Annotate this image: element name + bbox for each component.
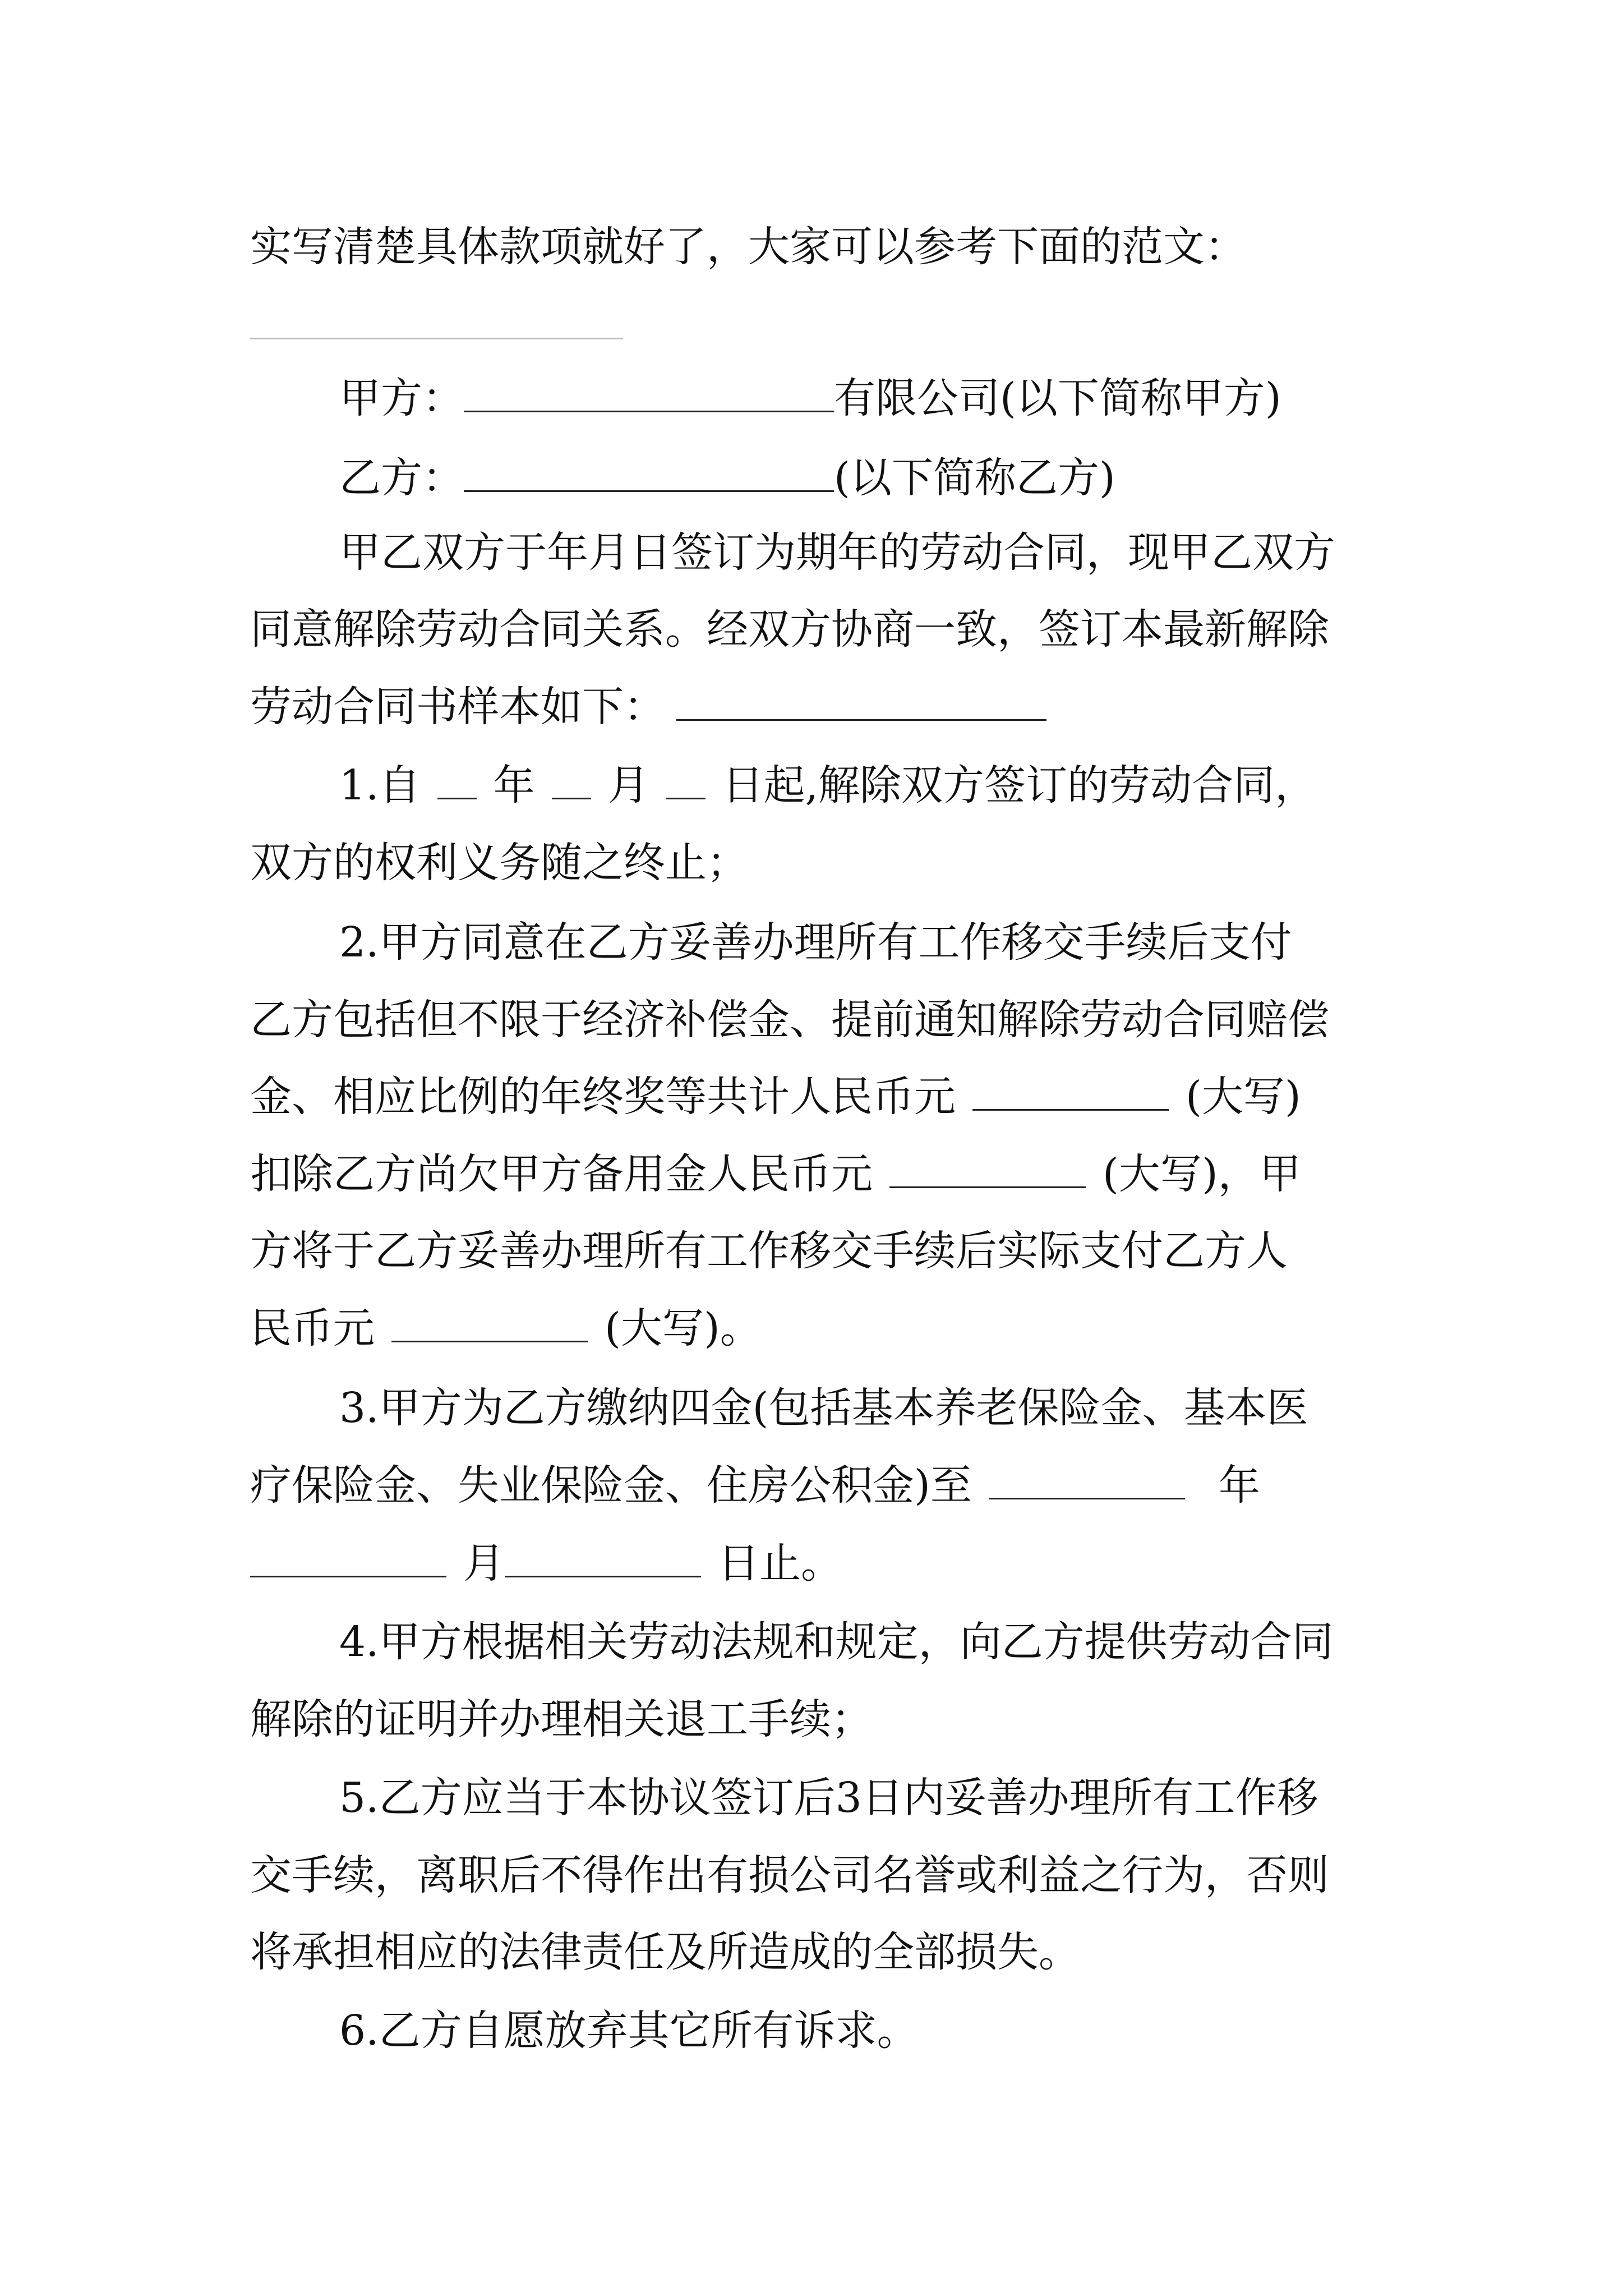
clause-3-day-blank	[505, 1542, 701, 1577]
clause-4-line-2: 解除的证明并办理相关退工手续；	[250, 1695, 873, 1743]
clause-2-line-1: 2.甲方同意在乙方妥善办理所有工作移交手续后支付	[339, 918, 1292, 967]
party-b-line	[339, 450, 1483, 506]
clause-3-line-2	[250, 1457, 1394, 1513]
clause-3-day-label: 日止。	[718, 1539, 842, 1588]
section-divider	[250, 338, 623, 339]
clause-4-line-1: 4.甲方根据相关劳动法规和规定，向乙方提供劳动合同	[339, 1618, 1334, 1666]
preamble-line-3-text: 劳动合同书样本如下：	[250, 683, 665, 731]
clause-1-rest: 日起,解除双方签订的劳动合同，	[722, 761, 1317, 809]
clause-3-year-label: 年	[1218, 1461, 1260, 1510]
clause-5-line-2: 交手续，离职后不得作出有损公司名誉或利益之行为，否则	[250, 1851, 1329, 1899]
clause-2-line-2: 乙方包括但不限于经济补偿金、提前通知解除劳动合同赔偿	[250, 996, 1329, 1044]
preamble-line-2: 同意解除劳动合同关系。经双方协商一致，签订本最新解除	[250, 605, 1329, 654]
clause-3-text: 疗保险金、失业保险金、住房公积金)至	[250, 1461, 972, 1510]
clause-3-line-1: 3.甲方为乙方缴纳四金(包括基本养老保险金、基本医	[339, 1384, 1308, 1432]
clause-1-prefix: 1.自	[339, 761, 421, 809]
party-a-suffix: 有限公司(以下简称甲方)	[834, 374, 1281, 422]
clause-3-month-label: 月	[463, 1539, 505, 1588]
clause-1-year-label: 年	[493, 761, 535, 809]
clause-5-line-3: 将承担相应的法律责任及所造成的全部损失。	[250, 1928, 1080, 1976]
clause-2-actual-text: 民币元	[250, 1304, 375, 1352]
clause-2-line-5: 方将于乙方妥善办理所有工作移交手续后实际支付乙方人	[250, 1227, 1288, 1275]
clause-3-line-3	[250, 1535, 1394, 1591]
preamble-line-1: 甲乙双方于年月日签订为期年的劳动合同，现甲乙双方	[339, 528, 1335, 577]
party-b-suffix: (以下简称乙方)	[834, 454, 1115, 502]
clause-1-day-blank	[666, 764, 706, 799]
clause-2-deduct-caps: (大写)，甲	[1103, 1150, 1301, 1198]
clause-2-deduct-text: 扣除乙方尚欠甲方备用金人民币元	[250, 1150, 873, 1198]
clause-1-line-1	[339, 757, 1483, 813]
clause-1-month-blank	[552, 764, 591, 799]
clause-2-line-4	[250, 1146, 1394, 1202]
preamble-line-3	[250, 679, 1394, 735]
clause-6-line-1: 6.乙方自愿放弃其它所有诉求。	[339, 2007, 919, 2055]
clause-1-line-2: 双方的权利义务随之终止；	[250, 839, 748, 887]
clause-2-deduct-blank	[889, 1153, 1086, 1188]
clause-2-total-caps: (大写)	[1186, 1073, 1301, 1121]
party-a-label: 甲方：	[339, 374, 464, 422]
intro-text: 实写清楚具体款项就好了，大家可以参考下面的范文：	[250, 223, 1246, 271]
party-a-name-blank	[464, 377, 834, 412]
clause-2-actual-caps: (大写)。	[605, 1304, 762, 1352]
party-a-line	[339, 370, 1483, 426]
clause-1-month-label: 月	[607, 761, 649, 809]
clause-2-total-blank	[972, 1075, 1169, 1111]
clause-2-line-3	[250, 1069, 1394, 1125]
clause-5-line-1: 5.乙方应当于本协议签订后3日内妥善办理所有工作移	[339, 1774, 1318, 1822]
party-b-label: 乙方：	[339, 454, 464, 502]
clause-2-line-6	[250, 1300, 1394, 1356]
clause-1-year-blank	[437, 764, 477, 799]
preamble-blank	[676, 685, 1046, 721]
party-b-name-blank	[464, 457, 834, 492]
clause-3-month-blank	[250, 1542, 446, 1577]
clause-2-actual-blank	[391, 1307, 588, 1342]
clause-3-year-blank	[989, 1464, 1185, 1499]
clause-2-total-text: 金、相应比例的年终奖等共计人民币元	[250, 1073, 956, 1121]
